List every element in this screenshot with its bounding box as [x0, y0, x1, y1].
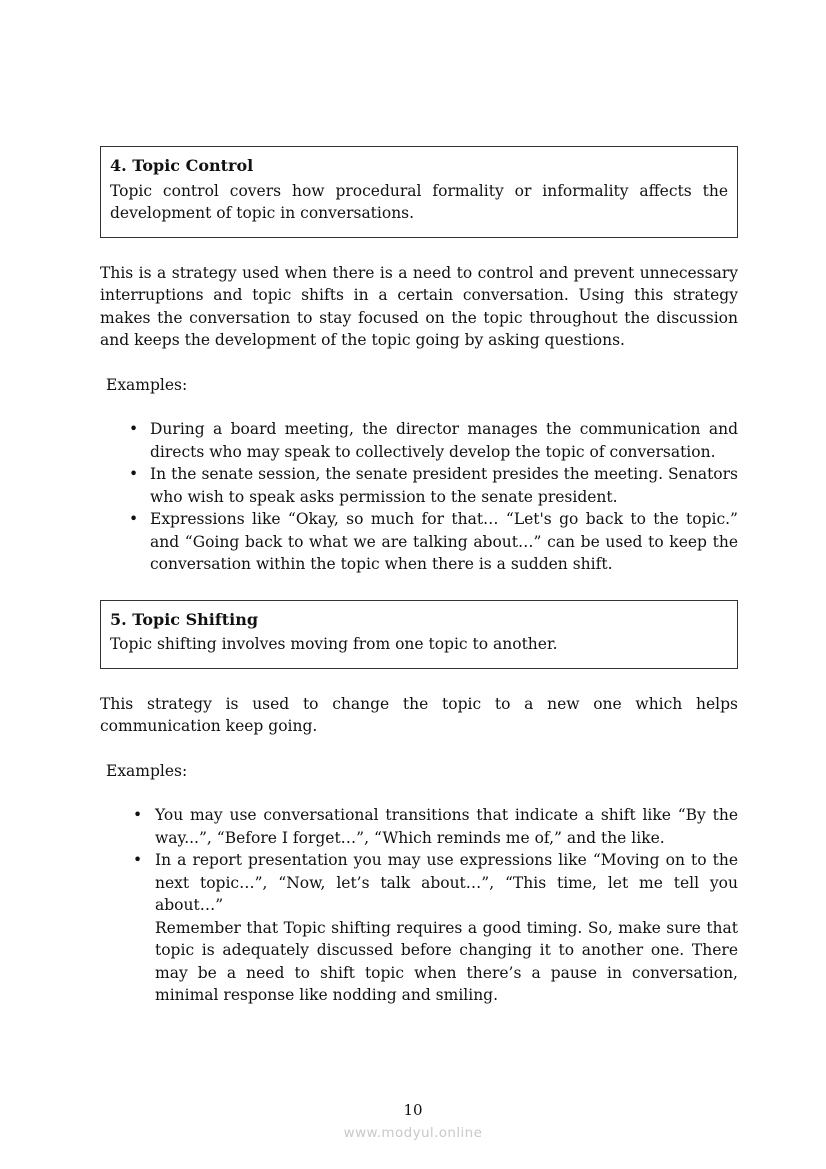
- examples-list: [100, 804, 738, 1007]
- topic-control-box: [100, 146, 738, 238]
- examples-label: Examples:: [106, 761, 188, 780]
- section-title: 4. Topic Control: [110, 156, 254, 175]
- bullet-text: • In a report presentation you may use expressions like “Moving on to the next topic…”, “Now, let’s talk about…”, “This time, let me tell you about…”: [155, 851, 738, 914]
- section-box-text: Topic control covers how procedural formality or informality affects the development of topic in conversations.: [110, 181, 728, 222]
- examples-label: Examples:: [106, 375, 188, 394]
- section-paragraph: This strategy is used to change the topic to a new one which helps communication keep going.: [100, 694, 738, 735]
- website-url: www.modyul.online: [343, 1125, 483, 1141]
- list-item: • During a board meeting, the director manages the communication and directs who may speak to collectively develop the topic of conversation.: [100, 418, 738, 463]
- list-item: • You may use conversational transitions that indicate a shift like “By the way...”, “Before I forget…”, “Which reminds me of,” and the like.: [100, 804, 738, 849]
- page-footer: [0, 1101, 826, 1141]
- topic-shifting-box: [100, 600, 738, 669]
- section-paragraph: This is a strategy used when there is a need to control and prevent unnecessary interruptions and topic shifts in a certain conversation. Using this strategy makes the conversation to stay focused on the topic throughout the discussion and keeps the development of the topic going by asking questions.: [100, 263, 738, 349]
- examples-list: [100, 418, 738, 576]
- page-number: 10: [403, 1101, 423, 1119]
- list-item: • In the senate session, the senate president presides the meeting. Senators who wish to speak asks permission to the senate president.: [100, 463, 738, 508]
- bullet-continuation: Remember that Topic shifting requires a good timing. So, make sure that topic is adequately discussed before changing it to another one. There may be a need to shift topic when there’s a pause in conversation, minimal response like nodding and smiling.: [155, 918, 738, 1004]
- page-content: [100, 146, 738, 1007]
- section-title: 5. Topic Shifting: [110, 609, 259, 629]
- list-item: • Expressions like “Okay, so much for that… “Let's go back to the topic.” and “Going back to what we are talking about…” can be used to keep the conversation within the topic when there is a sudden shift.: [100, 508, 738, 576]
- section-box-text: Topic shifting involves moving from one topic to another.: [110, 635, 558, 653]
- list-item: [100, 849, 738, 1007]
